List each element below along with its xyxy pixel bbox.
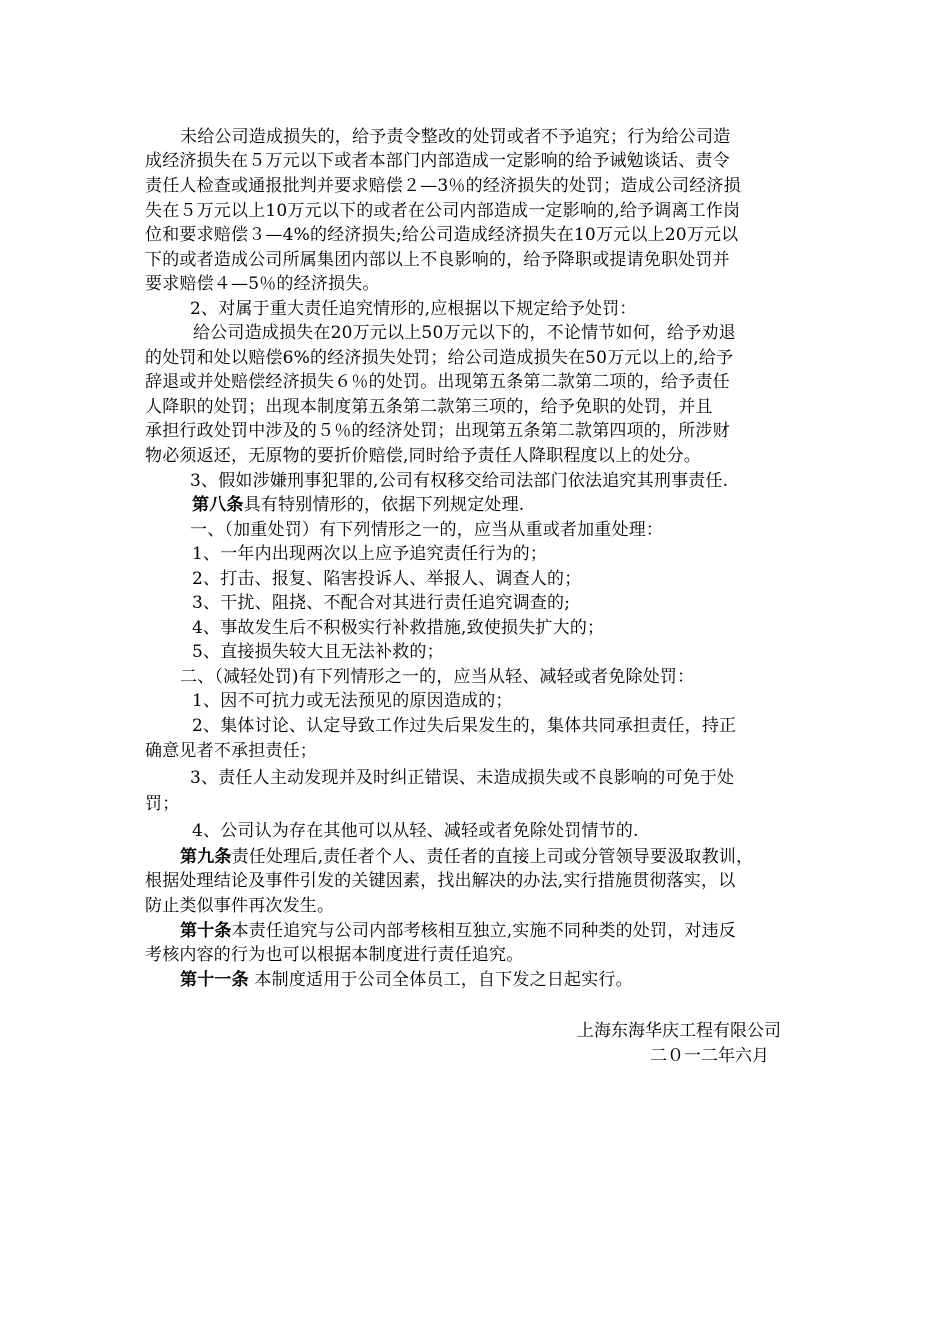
section-1-heading: 一、（加重处罚）有下列情形之一的，应当从重或者加重处理： [190, 520, 664, 540]
section-2-item-3-line-2: 罚； [145, 794, 180, 814]
item-2-heading: 2、对属于重大责任追究情形的,应根据以下规定给予处罚： [190, 299, 637, 319]
section-2-item-4: 4、公司认为存在其他可以从轻、减轻或者免除处罚情节的. [192, 821, 639, 841]
section-1-item-1: 1、一年内出现两次以上应予追究责任行为的； [192, 544, 548, 564]
paragraph-1-line-5: 位和要求赔偿３—4%的经济损失;给公司造成经济损失在10万元以上20万元以 [145, 225, 739, 245]
section-2-item-2-line-1: 2、集体讨论、认定导致工作过失后果发生的，集体共同承担责任，持正 [192, 716, 737, 736]
paragraph-1-line-6: 下的或者造成公司所属集团内部以上不良影响的，给予降职或提请免职处罚并 [145, 250, 730, 270]
paragraph-2-line-6: 物必须返还，无原物的要折价赔偿,同时给予责任人降职程度以上的处分。 [145, 446, 702, 466]
article-8-label: 第八条 [192, 495, 244, 515]
item-3: 3、假如涉嫌刑事犯罪的,公司有权移交给司法部门依法追究其刑事责任. [190, 471, 729, 491]
section-1-item-5: 5、直接损失较大且无法补救的； [192, 642, 444, 662]
article-11 [180, 969, 633, 992]
article-9-line-1 [180, 846, 753, 869]
paragraph-1-line-1: 未给公司造成损失的，给予责令整改的处罚或者不予追究；行为给公司造 [180, 127, 731, 147]
paragraph-1-line-2: 成经济损失在５万元以下或者本部门内部造成一定影响的给予诫勉谈话、责令 [145, 151, 730, 171]
article-11-label: 第十一条 [180, 970, 249, 990]
paragraph-2-line-2: 的处罚和处以赔偿6%的经济损失处罚；给公司造成损失在50万元以上的,给予 [145, 348, 734, 368]
article-9-line-2: 根据处理结论及事件引发的关键因素，找出解决的办法,实行措施贯彻落实，以 [145, 871, 736, 891]
paragraph-1-line-3: 责任人检查或通报批判并要求赔偿２—3％的经济损失的处罚；造成公司经济损 [145, 176, 741, 196]
article-9-label: 第九条 [180, 847, 232, 867]
article-11-text: 本制度适用于公司全体员工，自下发之日起实行。 [248, 970, 633, 990]
signature-company: 上海东海华庆工程有限公司 [577, 1021, 781, 1041]
paragraph-2-line-5: 承担行政处罚中涉及的５％的经济处罚；出现第五条第二款第四项的，所涉财 [145, 421, 730, 441]
signature-date: 二０一二年六月 [650, 1046, 769, 1066]
section-1-item-2: 2、打击、报复、陷害投诉人、举报人、调查人的； [192, 569, 582, 589]
article-10-line-2: 考核内容的行为也可以根据本制度进行责任追究。 [145, 945, 524, 965]
section-1-item-3: 3、干扰、阻挠、不配合对其进行责任追究调查的; [192, 593, 571, 613]
section-2-item-1: 1、因不可抗力或无法预见的原因造成的； [192, 691, 513, 711]
article-9-text-1: 责任处理后,责任者个人、责任者的直接上司或分管领导要汲取教训， [231, 847, 754, 867]
article-10-label: 第十条 [180, 921, 232, 941]
paragraph-2-line-1: 给公司造成损失在20万元以上50万元以下的，不论情节如何，给予劝退 [193, 323, 736, 343]
article-8 [192, 494, 524, 517]
article-10-line-1 [180, 920, 736, 943]
article-8-text: 具有特别情形的，依据下列规定处理. [243, 495, 525, 515]
section-2-item-3-line-1: 3、责任人主动发现并及时纠正错误、未造成损失或不良影响的可免于处 [190, 768, 735, 788]
section-2-item-2-line-2: 确意见者不承担责任； [145, 741, 317, 761]
article-9-line-3: 防止类似事件再次发生。 [145, 896, 335, 916]
section-1-item-4: 4、事故发生后不积极实行补救措施,致使损失扩大的； [192, 618, 605, 638]
paragraph-1-line-7: 要求赔偿４—5％的经济损失。 [145, 274, 380, 294]
paragraph-1-line-4: 失在５万元以上10万元以下的或者在公司内部造成一定影响的,给予调离工作岗 [145, 201, 741, 221]
paragraph-2-line-4: 人降职的处罚；出现本制度第五条第二款第三项的，给予免职的处罚，并且 [145, 397, 713, 417]
paragraph-2-line-3: 辞退或并处赔偿经济损失６％的处罚。出现第五条第二款第二项的，给予责任 [145, 372, 730, 392]
article-10-text-1: 本责任追究与公司内部考核相互独立,实施不同种类的处罚，对违反 [231, 921, 737, 941]
section-2-heading: 二、（减轻处罚)有下列情形之一的，应当从轻、减轻或者免除处罚： [180, 667, 695, 687]
